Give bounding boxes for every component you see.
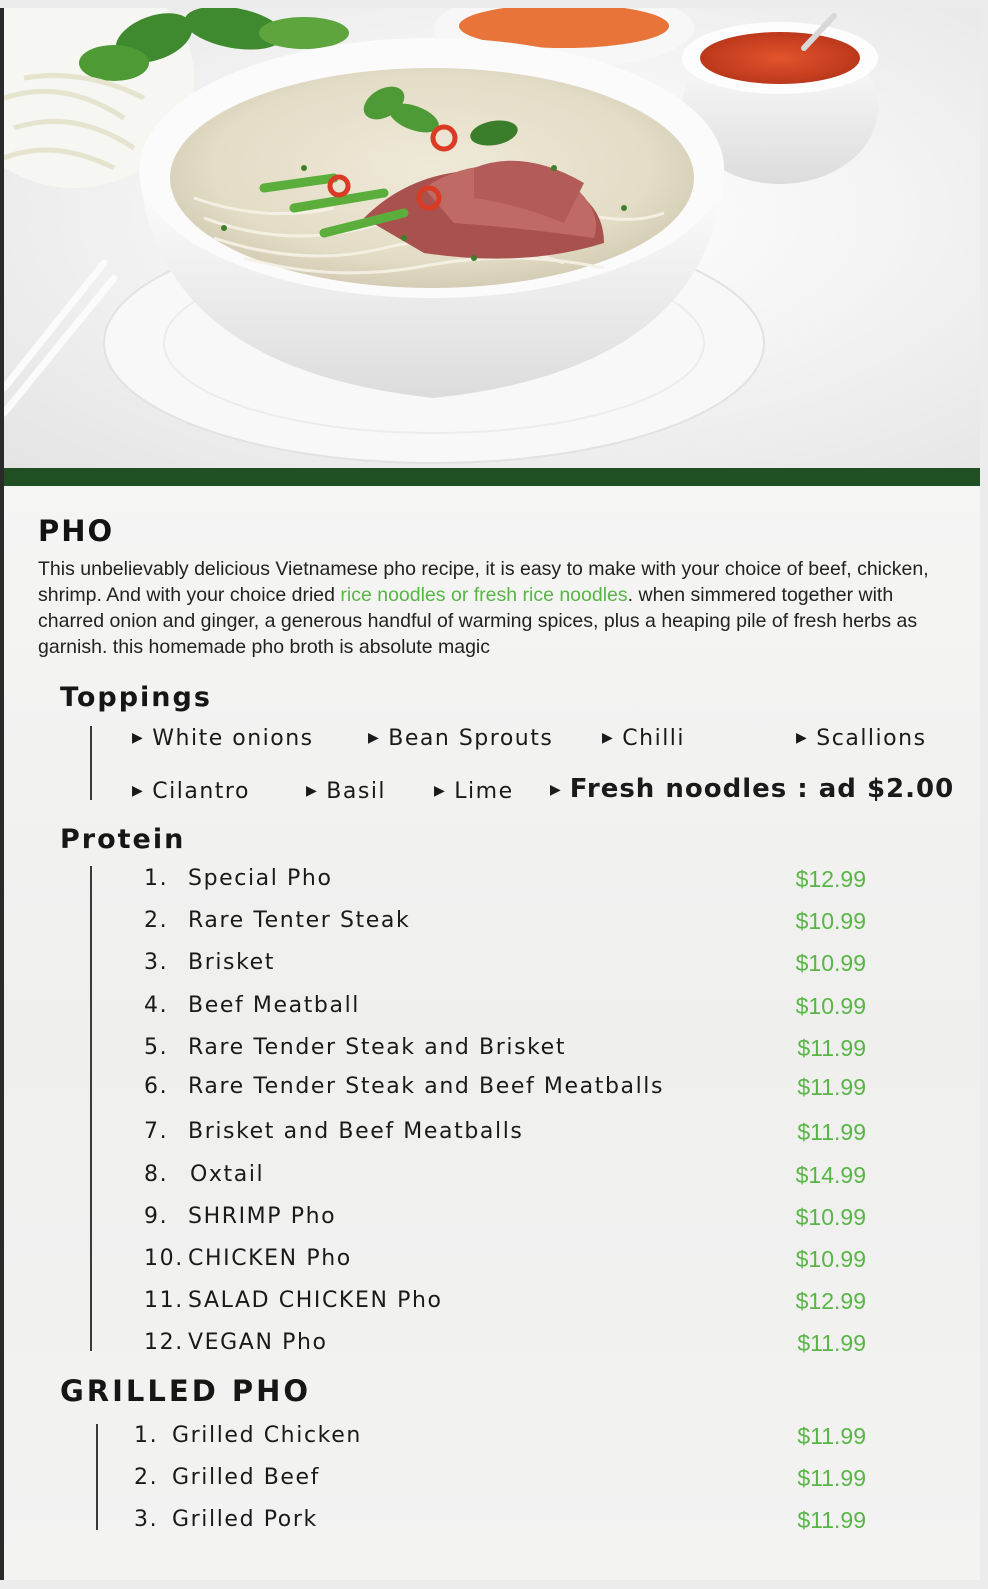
price: $11.99: [797, 1330, 866, 1356]
price: $12.99: [795, 866, 866, 892]
price: $12.99: [795, 1288, 866, 1314]
menu-item: 8. Oxtail $14.99: [144, 1162, 866, 1188]
description-highlight: rice noodles or fresh rice noodles: [340, 584, 628, 606]
toppings-heading: Toppings: [60, 682, 212, 713]
price: $10.99: [795, 1246, 866, 1272]
menu-item: 6. Rare Tender Steak and Beef Meatballs $11.99: [144, 1074, 866, 1100]
topping-item: ▶ Bean Sprouts: [368, 726, 554, 751]
pho-bowl-illustration: [4, 8, 980, 468]
triangle-bullet-icon: ▶: [796, 730, 809, 746]
triangle-bullet-icon: ▶: [132, 783, 145, 799]
pho-description: [38, 556, 938, 660]
green-divider-bar: [4, 468, 980, 486]
price: $14.99: [795, 1162, 866, 1188]
price: $10.99: [795, 908, 866, 934]
pho-heading: PHO: [38, 514, 115, 548]
price: $11.99: [797, 1119, 866, 1145]
price: $11.99: [797, 1465, 866, 1491]
protein-heading: Protein: [60, 824, 186, 855]
menu-item: 2. Rare Tenter Steak $10.99: [144, 908, 866, 934]
description-text-2: . when simmered together with charred onion and ginger, a generous handful of warming spices, plus a heaping pile of fresh herbs as garnish. this homemade pho broth is absolute magic: [38, 584, 918, 658]
price: $10.99: [795, 1204, 866, 1230]
menu-item: 1. Special Pho $12.99: [144, 866, 866, 892]
price: $11.99: [797, 1507, 866, 1533]
price: $11.99: [797, 1423, 866, 1449]
menu-item: 1. Grilled Chicken $11.99: [134, 1423, 866, 1449]
menu-page: [0, 8, 980, 1580]
triangle-bullet-icon: ▶: [368, 730, 381, 746]
menu-item: 5. Rare Tender Steak and Brisket $11.99: [144, 1035, 866, 1061]
triangle-bullet-icon: ▶: [306, 783, 319, 799]
price: $11.99: [797, 1035, 866, 1061]
triangle-bullet-icon: ▶: [550, 782, 562, 798]
menu-content: [4, 486, 980, 1580]
description-text-1: This unbelievably delicious Vietnamese pho recipe, it is easy to make with your choice of beef, chicken, shrimp. And with your choice dried: [38, 558, 929, 606]
menu-item: 10. CHICKEN Pho $10.99: [144, 1246, 866, 1272]
menu-item: 9. SHRIMP Pho $10.99: [144, 1204, 866, 1230]
topping-item: ▶ Basil: [306, 779, 387, 804]
menu-item: 4. Beef Meatball $10.99: [144, 993, 866, 1019]
menu-item: 3. Brisket $10.99: [144, 950, 866, 976]
menu-item: 3. Grilled Pork $11.99: [134, 1507, 866, 1533]
price: $11.99: [797, 1074, 866, 1100]
triangle-bullet-icon: ▶: [434, 783, 447, 799]
menu-item: 7. Brisket and Beef Meatballs $11.99: [144, 1119, 866, 1145]
triangle-bullet-icon: ▶: [602, 730, 615, 746]
toppings-rule: [90, 726, 92, 800]
topping-item: ▶ Cilantro: [132, 779, 250, 804]
topping-item: ▶ White onions: [132, 726, 314, 751]
grilled-pho-heading: GRILLED PHO: [60, 1374, 312, 1408]
topping-item: ▶ Chilli: [602, 726, 686, 751]
menu-item: 12. VEGAN Pho $11.99: [144, 1330, 866, 1356]
menu-item: 2. Grilled Beef $11.99: [134, 1465, 866, 1491]
menu-item: 11. SALAD CHICKEN Pho $12.99: [144, 1288, 866, 1314]
topping-item: ▶ Scallions: [796, 726, 927, 751]
topping-item-fresh-noodles: ▶ Fresh noodles : ad $2.00: [550, 774, 955, 804]
pho-bowl-photo: [4, 8, 980, 468]
triangle-bullet-icon: ▶: [132, 730, 145, 746]
price: $10.99: [795, 993, 866, 1019]
topping-item: ▶ Lime: [434, 779, 514, 804]
price: $10.99: [795, 950, 866, 976]
